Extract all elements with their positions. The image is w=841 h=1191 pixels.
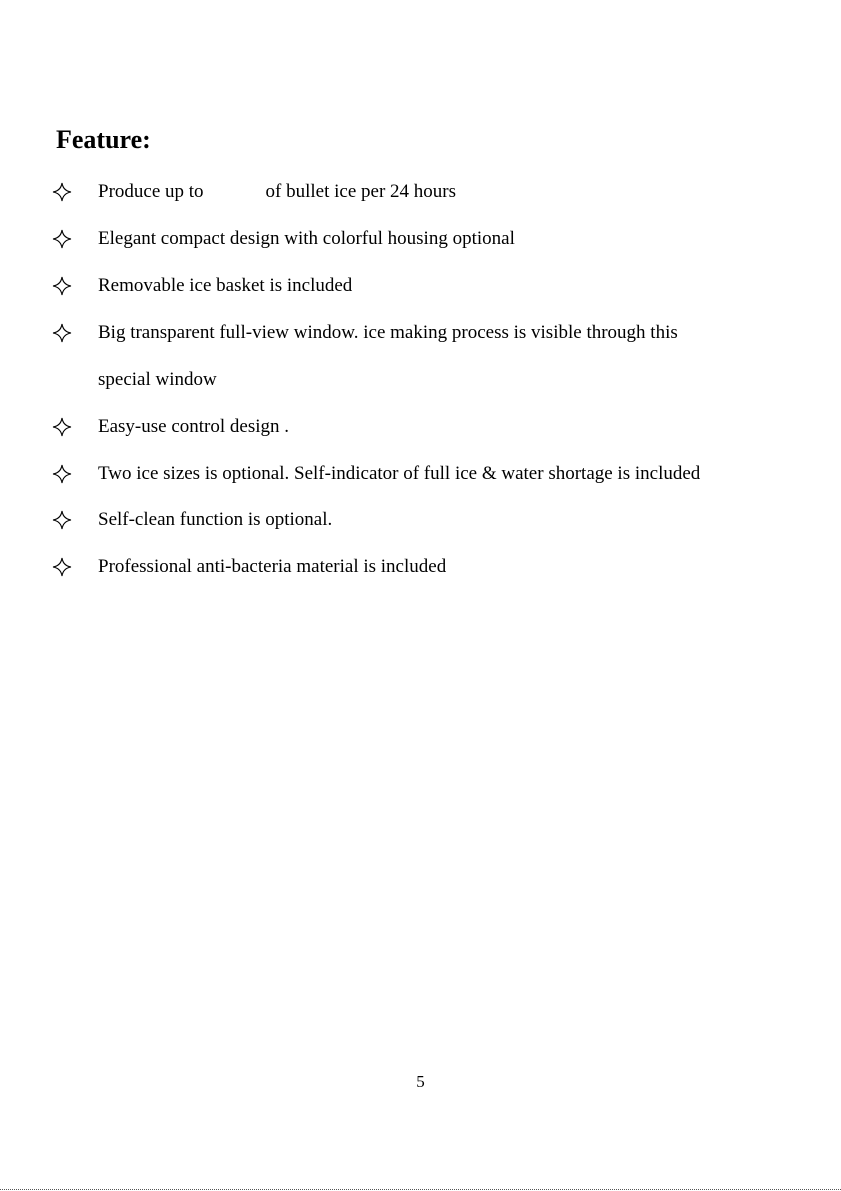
feature-list-item [0, 411, 841, 443]
four-point-star-outline-icon [52, 323, 72, 343]
four-point-star-outline-icon [52, 276, 72, 296]
feature-text: Elegant compact design with colorful housing optional [98, 228, 515, 249]
feature-list-item [0, 458, 841, 490]
feature-text: Removable ice basket is included [98, 275, 353, 296]
feature-text: Big transparent full-view window. ice making process is visible through this [98, 322, 678, 343]
feature-text-before: Produce up to [98, 181, 204, 202]
feature-text-continuation: special window [98, 369, 217, 390]
four-point-star-outline-icon [52, 464, 72, 484]
feature-text: Easy-use control design . [98, 416, 290, 437]
feature-list-item [0, 551, 841, 583]
feature-list-item [0, 270, 841, 302]
page-bottom-divider [0, 1189, 841, 1190]
feature-text-after: of bullet ice per 24 hours [265, 181, 457, 202]
four-point-star-outline-icon [52, 182, 72, 202]
feature-list-item [0, 176, 841, 208]
feature-text [98, 176, 456, 208]
feature-list-item [0, 504, 841, 536]
feature-list-item [0, 317, 841, 349]
feature-text: Professional anti-bacteria material is included [98, 556, 447, 577]
feature-list-item [0, 223, 841, 255]
four-point-star-outline-icon [52, 510, 72, 530]
four-point-star-outline-icon [52, 557, 72, 577]
page-heading: Feature: [56, 125, 151, 154]
page-number: 5 [416, 1072, 425, 1091]
feature-text: Two ice sizes is optional. Self-indicator of full ice & water shortage is included [98, 463, 701, 484]
four-point-star-outline-icon [52, 229, 72, 249]
four-point-star-outline-icon [52, 417, 72, 437]
feature-text: Self-clean function is optional. [98, 509, 333, 530]
